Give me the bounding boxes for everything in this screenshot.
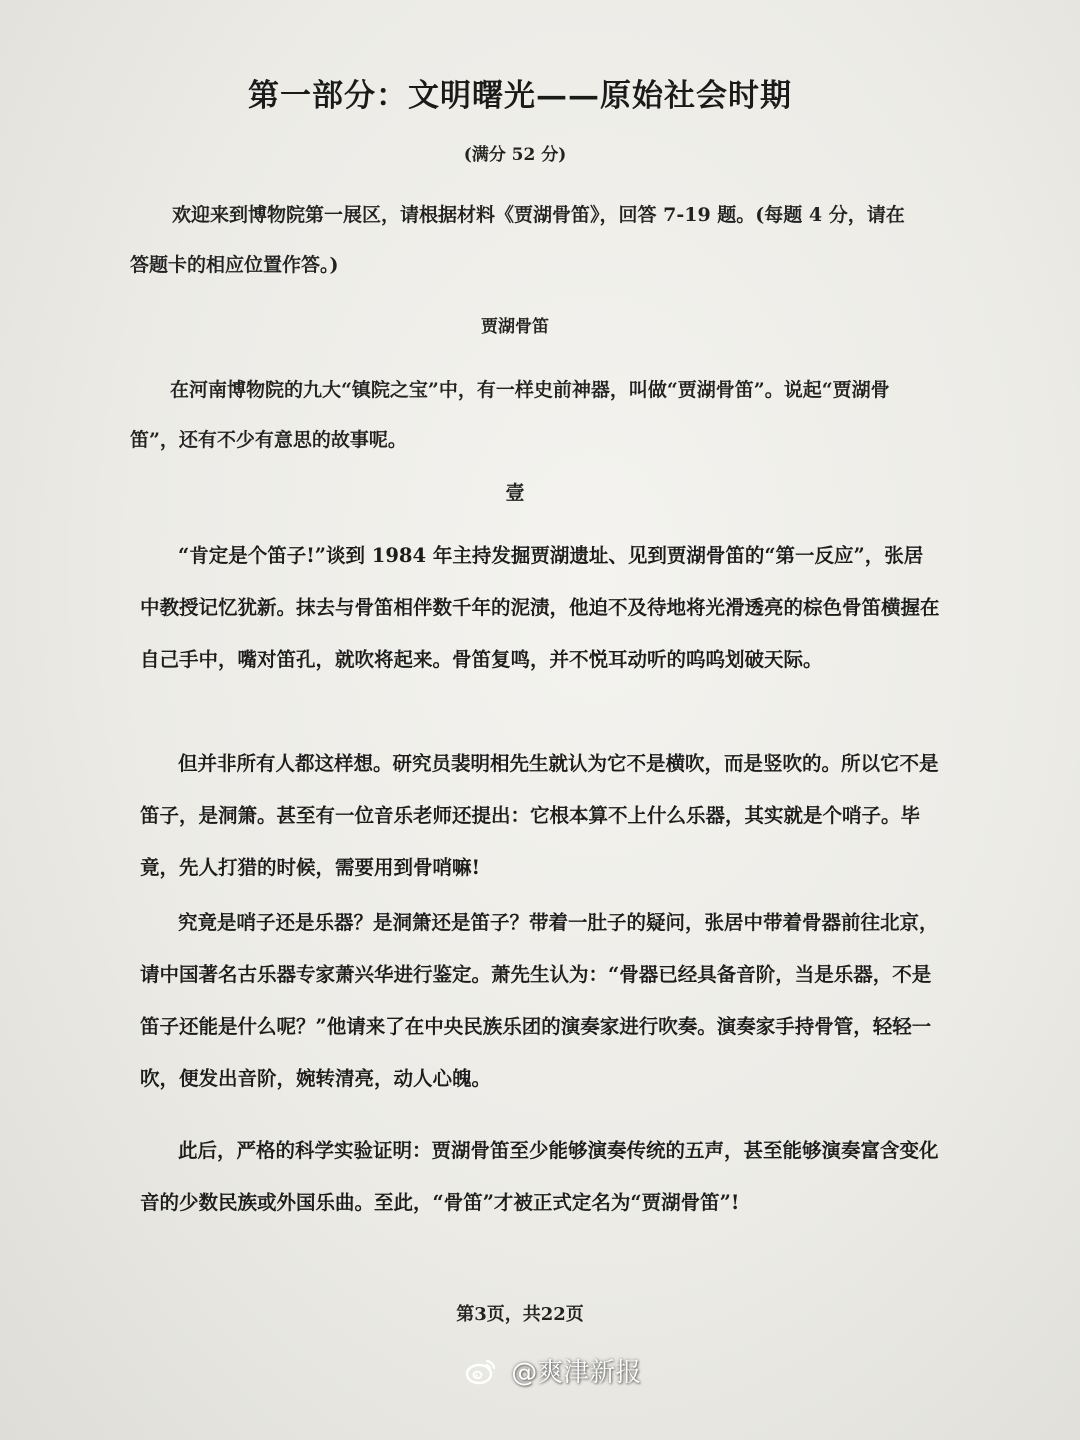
instructions-text: 欢迎来到博物院第一展区，请根据材料《贾湖骨笛》，回答 7-19 题。(每题 4 分，请在答题卡的相应位置作答。) [130,204,905,276]
paragraph-2: 但并非所有人都这样想。研究员裴明相先生就认为它不是横吹，而是竖吹的。所以它不是笛子，是洞箫。甚至有一位音乐老师还提出：它根本算不上什么乐器，其实就是个哨子。毕竟，先人打猎的时候，需要用到骨哨嘛! [140,752,939,879]
page-number: 第3页，共22页 [456,1304,584,1325]
material-intro: 在河南博物院的九大“镇院之宝”中，有一样史前神器，叫做“贾湖骨笛”。说起“贾湖骨笛”，还有不少有意思的故事呢。 [130,379,890,451]
watermark [465,1352,641,1389]
page-title: 第一部分：文明曙光——原始社会时期 [248,78,792,114]
part-marker: 壹 [505,482,525,504]
watermark-text: @爽津新报 [511,1358,642,1388]
paragraph-4: 此后，严格的科学实验证明：贾湖骨笛至少能够演奏传统的五声，甚至能够演奏富含变化音的少数民族或外国乐曲。至此，“骨笛”才被正式定名为“贾湖骨笛”! [140,1139,939,1214]
paragraph-1: “肯定是个笛子!”谈到 1984 年主持发掘贾湖遗址、见到贾湖骨笛的“第一反应”，张居中教授记忆犹新。抹去与骨笛相伴数千年的泥渍，他迫不及待地将光滑透亮的棕色骨笛横握在自己手中，嘴对笛孔，就吹将起来。骨笛复鸣，并不悦耳动听的呜呜划破天际。 [140,544,940,671]
weibo-logo-icon [465,1357,497,1385]
paragraph-3: 究竟是哨子还是乐器？是洞箫还是笛子？带着一肚子的疑问，张居中带着骨器前往北京，请中国著名古乐器专家萧兴华进行鉴定。萧先生认为：“骨器已经具备音阶，当是乐器，不是笛子还能是什么呢？”他请来了在中央民族乐团的演奏家进行吹奏。演奏家手持骨管，轻轻一吹，便发出音阶，婉转清亮，动人心魄。 [140,911,939,1090]
material-title: 贾湖骨笛 [481,317,549,337]
score-note: (满分 52 分) [463,145,567,165]
